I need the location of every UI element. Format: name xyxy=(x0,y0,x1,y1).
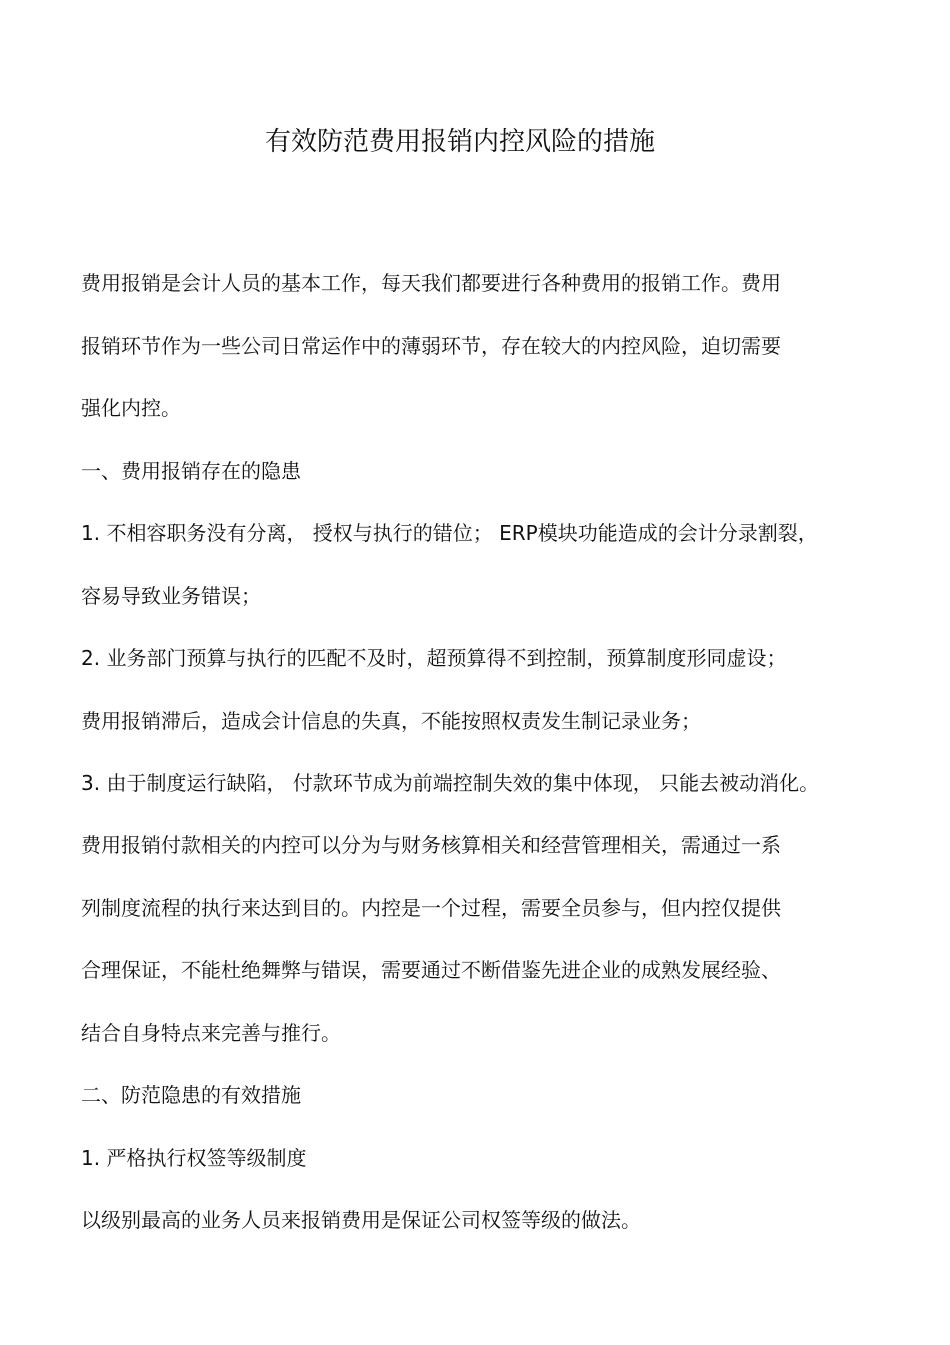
paragraph-line-8: 以级别最高的业务人员来报销费用是保证公司权签等级的做法。 xyxy=(81,1208,641,1232)
paragraph-line-5: 列制度流程的执行来达到目的。内控是一个过程，需要全员参与，但内控仅提供 xyxy=(81,896,781,920)
list-item-2-continued: 费用报销滞后，造成会计信息的失真，不能按照权责发生制记录业务； xyxy=(81,709,701,733)
subsection-heading-1: 1. 严格执行权签等级制度 xyxy=(81,1146,307,1170)
paragraph-line-3: 强化内控。 xyxy=(81,396,181,420)
list-item-2: 2. 业务部门预算与执行的匹配不及时，超预算得不到控制，预算制度形同虚设； xyxy=(81,646,787,670)
paragraph-line-7: 结合自身特点来完善与推行。 xyxy=(81,1021,341,1045)
list-item-1-continued: 容易导致业务错误； xyxy=(81,584,261,608)
list-item-3: 3. 由于制度运行缺陷， 付款环节成为前端控制失效的集中体现， 只能去被动消化。 xyxy=(81,771,820,795)
section-heading-1: 一、费用报销存在的隐患 xyxy=(81,459,301,483)
paragraph-line-2: 报销环节作为一些公司日常运作中的薄弱环节，存在较大的内控风险，迫切需要 xyxy=(81,334,781,358)
paragraph-line-4: 费用报销付款相关的内控可以分为与财务核算相关和经营管理相关，需通过一系 xyxy=(81,833,781,857)
document-title: 有效防范费用报销内控风险的措施 xyxy=(264,127,655,157)
section-heading-2: 二、防范隐患的有效措施 xyxy=(81,1083,301,1107)
list-item-1: 1. 不相容职务没有分离， 授权与执行的错位； ERP模块功能造成的会计分录割裂， xyxy=(81,521,818,545)
paragraph-line-6: 合理保证，不能杜绝舞弊与错误，需要通过不断借鉴先进企业的成熟发展经验、 xyxy=(81,958,781,982)
paragraph-line-1: 费用报销是会计人员的基本工作，每天我们都要进行各种费用的报销工作。费用 xyxy=(81,271,781,295)
